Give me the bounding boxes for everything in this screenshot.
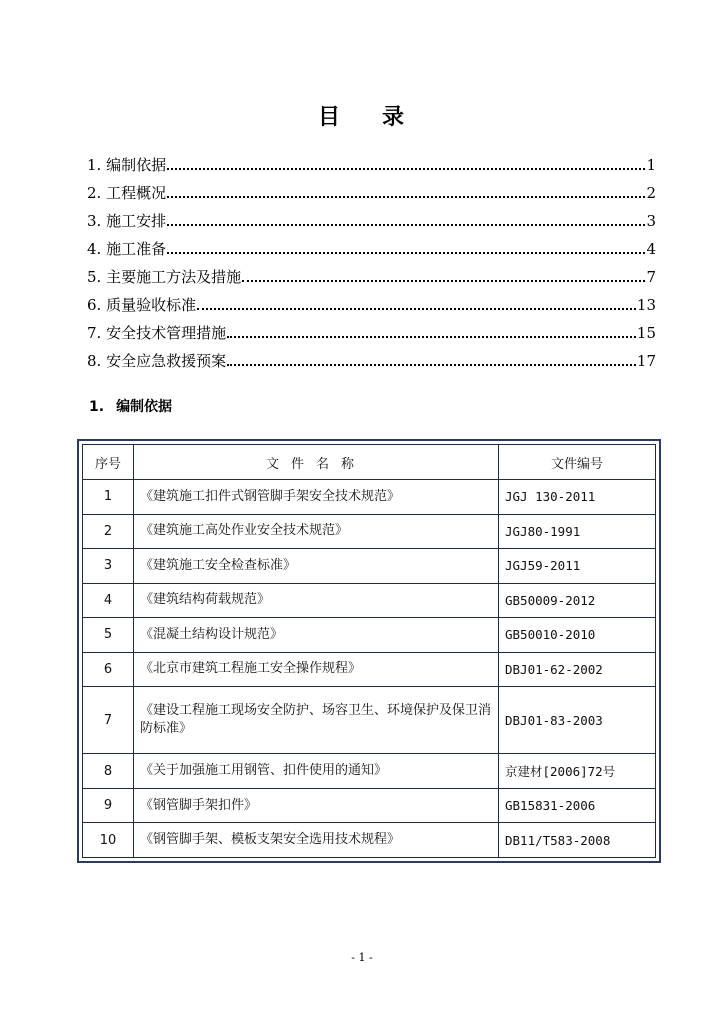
row-document-name: 《混凝土结构设计规范》 [134, 618, 499, 653]
toc-title: 安全技术管理措施 [106, 324, 227, 342]
row-index: 3 [83, 549, 134, 584]
row-document-name: 《建筑施工安全检查标准》 [134, 549, 499, 584]
table-row [83, 549, 656, 584]
toc-entry-6[interactable] [87, 286, 656, 314]
table-row [83, 687, 656, 754]
table-row [83, 823, 656, 858]
toc-page-number: 1 [646, 156, 656, 174]
row-document-name: 《建筑施工扣件式钢管脚手架安全技术规范》 [134, 480, 499, 515]
row-document-name: 《建筑施工高处作业安全技术规范》 [134, 514, 499, 549]
toc-title: 编制依据 [106, 156, 167, 174]
row-document-name: 《北京市建筑工程施工安全操作规程》 [134, 652, 499, 687]
row-document-code: DBJ01-62-2002 [499, 652, 656, 687]
toc-title: 工程概况 [106, 184, 167, 202]
row-index: 1 [83, 480, 134, 515]
table-row [83, 754, 656, 789]
toc-number: 6. [87, 296, 102, 314]
toc-page-number: 2 [646, 184, 656, 202]
toc-entry-3[interactable] [87, 202, 656, 230]
toc-leader-dots [227, 363, 636, 366]
row-document-code: DBJ01-83-2003 [499, 687, 656, 754]
row-index: 2 [83, 514, 134, 549]
row-index: 4 [83, 583, 134, 618]
toc-leader-dots [167, 195, 645, 198]
section-heading [89, 396, 172, 416]
table-of-contents [87, 146, 656, 370]
toc-title: 质量验收标准 [106, 296, 197, 314]
toc-entry-8[interactable] [87, 342, 656, 370]
toc-leader-dots [197, 307, 636, 310]
table-row [83, 652, 656, 687]
title-part-2: 录 [382, 104, 407, 130]
row-document-code: 京建材[2006]72号 [499, 754, 656, 789]
toc-leader-dots [167, 167, 645, 170]
toc-page-number: 15 [636, 324, 656, 342]
section-number: 1. [89, 399, 105, 415]
table-row [83, 788, 656, 823]
toc-number: 5. [87, 268, 102, 286]
table-row [83, 514, 656, 549]
row-document-code: GB50009-2012 [499, 583, 656, 618]
toc-number: 3. [87, 212, 102, 230]
row-document-code: JGJ 130-2011 [499, 480, 656, 515]
row-index: 10 [83, 823, 134, 858]
toc-page-number: 13 [636, 296, 656, 314]
page-number-footer: - 1 - [351, 951, 373, 964]
toc-number: 2. [87, 184, 102, 202]
row-document-code: JGJ80-1991 [499, 514, 656, 549]
header-document-name: 文件名称 [134, 445, 499, 480]
row-document-code: GB50010-2010 [499, 618, 656, 653]
table-row [83, 480, 656, 515]
row-index: 9 [83, 788, 134, 823]
toc-page-number: 4 [646, 240, 656, 258]
row-document-name: 《建筑结构荷载规范》 [134, 583, 499, 618]
toc-leader-dots [227, 335, 636, 338]
table-header-row [83, 445, 656, 480]
header-document-code: 文件编号 [499, 445, 656, 480]
toc-entry-5[interactable] [87, 258, 656, 286]
toc-page-number: 7 [646, 268, 656, 286]
row-index: 5 [83, 618, 134, 653]
toc-page-number: 17 [636, 352, 656, 370]
toc-leader-dots [242, 279, 645, 282]
toc-leader-dots [167, 251, 645, 254]
row-document-name: 《关于加强施工用钢管、扣件使用的通知》 [134, 754, 499, 789]
table-row [83, 583, 656, 618]
row-document-name: 《钢管脚手架扣件》 [134, 788, 499, 823]
toc-number: 7. [87, 324, 102, 342]
toc-title: 安全应急救援预案 [106, 352, 227, 370]
toc-title: 施工准备 [106, 240, 167, 258]
row-document-name: 《钢管脚手架、模板支架安全选用技术规程》 [134, 823, 499, 858]
section-title: 编制依据 [116, 399, 173, 415]
toc-entry-1[interactable] [87, 146, 656, 174]
reference-table-frame [77, 439, 661, 863]
toc-entry-4[interactable] [87, 230, 656, 258]
toc-number: 8. [87, 352, 102, 370]
header-index: 序号 [83, 445, 134, 480]
row-document-code: JGJ59-2011 [499, 549, 656, 584]
toc-leader-dots [167, 223, 645, 226]
toc-title: 施工安排 [106, 212, 167, 230]
toc-number: 4. [87, 240, 102, 258]
toc-title: 主要施工方法及措施 [106, 268, 242, 286]
table-row [83, 618, 656, 653]
title-part-1: 目 [317, 104, 342, 130]
row-document-code: GB15831-2006 [499, 788, 656, 823]
page-title [0, 100, 724, 131]
toc-page-number: 3 [646, 212, 656, 230]
row-document-code: DB11/T583-2008 [499, 823, 656, 858]
toc-entry-7[interactable] [87, 314, 656, 342]
row-document-name: 《建设工程施工现场安全防护、场容卫生、环境保护及保卫消防标准》 [134, 687, 499, 754]
row-index: 8 [83, 754, 134, 789]
row-index: 6 [83, 652, 134, 687]
toc-number: 1. [87, 156, 102, 174]
reference-table [82, 444, 656, 858]
row-index: 7 [83, 687, 134, 754]
toc-entry-2[interactable] [87, 174, 656, 202]
